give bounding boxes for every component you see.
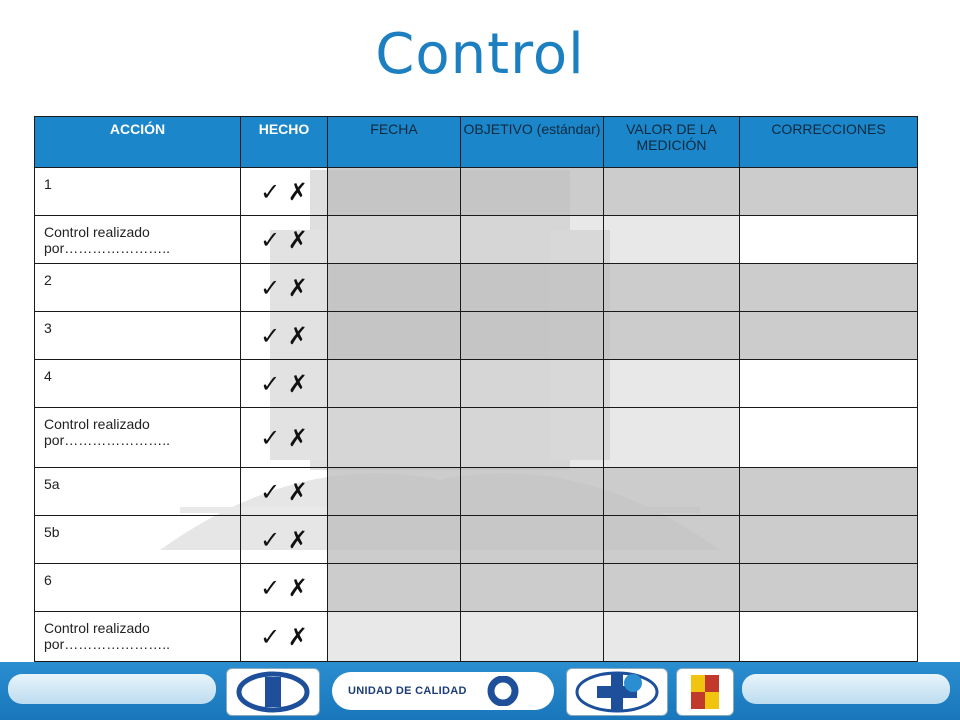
correcciones-cell[interactable] [740, 216, 918, 264]
objetivo-cell[interactable] [461, 468, 604, 516]
correcciones-cell[interactable] [740, 264, 918, 312]
row-action-label: 4 [35, 360, 241, 408]
done-checkmark-cross[interactable]: ✓ ✗ [241, 264, 328, 312]
row-action-label: 6 [35, 564, 241, 612]
valor-cell[interactable] [604, 312, 740, 360]
header-objetivo: OBJETIVO (estándar) [461, 117, 604, 168]
health-service-logo [566, 668, 668, 716]
footer-wave-left [8, 674, 216, 704]
unidad-calidad-logo [332, 672, 554, 710]
footer-wave-right [742, 674, 950, 704]
valor-cell[interactable] [604, 216, 740, 264]
header-fecha: FECHA [328, 117, 461, 168]
row-action-label: 5a [35, 468, 241, 516]
correcciones-cell[interactable] [740, 564, 918, 612]
row-action-label: Control realizado por………………….. [35, 216, 241, 264]
correcciones-cell[interactable] [740, 468, 918, 516]
done-checkmark-cross[interactable]: ✓ ✗ [241, 612, 328, 662]
done-checkmark-cross[interactable]: ✓ ✗ [241, 360, 328, 408]
footer-band [0, 662, 960, 720]
table-row [35, 564, 918, 612]
done-checkmark-cross[interactable]: ✓ ✗ [241, 468, 328, 516]
objetivo-cell[interactable] [461, 264, 604, 312]
unidad-calidad-label: UNIDAD DE CALIDAD [348, 685, 467, 697]
header-accion: ACCIÓN [35, 117, 241, 168]
valor-cell[interactable] [604, 564, 740, 612]
correcciones-cell[interactable] [740, 312, 918, 360]
objetivo-cell[interactable] [461, 216, 604, 264]
table-row [35, 516, 918, 564]
valor-cell[interactable] [604, 360, 740, 408]
institution-logo [226, 668, 320, 716]
row-action-label: 2 [35, 264, 241, 312]
fecha-cell[interactable] [328, 408, 461, 468]
table-row [35, 612, 918, 662]
fecha-cell[interactable] [328, 216, 461, 264]
row-action-label: 5b [35, 516, 241, 564]
valor-cell[interactable] [604, 408, 740, 468]
header-correcciones: CORRECCIONES [740, 117, 918, 168]
correcciones-cell[interactable] [740, 516, 918, 564]
fecha-cell[interactable] [328, 468, 461, 516]
fecha-cell[interactable] [328, 612, 461, 662]
objetivo-cell[interactable] [461, 360, 604, 408]
fecha-cell[interactable] [328, 360, 461, 408]
page-title: Control [375, 22, 585, 87]
valor-cell[interactable] [604, 168, 740, 216]
objetivo-cell[interactable] [461, 168, 604, 216]
done-checkmark-cross[interactable]: ✓ ✗ [241, 216, 328, 264]
valor-cell[interactable] [604, 516, 740, 564]
objetivo-cell[interactable] [461, 516, 604, 564]
objetivo-cell[interactable] [461, 564, 604, 612]
valor-cell[interactable] [604, 468, 740, 516]
coat-of-arms-logo [676, 668, 734, 716]
row-action-label: 3 [35, 312, 241, 360]
table-row [35, 468, 918, 516]
fecha-cell[interactable] [328, 516, 461, 564]
done-checkmark-cross[interactable]: ✓ ✗ [241, 408, 328, 468]
correcciones-cell[interactable] [740, 408, 918, 468]
objetivo-cell[interactable] [461, 612, 604, 662]
control-table [34, 116, 918, 662]
header-valor-medicion: VALOR DE LA MEDICIÓN [604, 117, 740, 168]
valor-cell[interactable] [604, 264, 740, 312]
correcciones-cell[interactable] [740, 168, 918, 216]
done-checkmark-cross[interactable]: ✓ ✗ [241, 312, 328, 360]
correcciones-cell[interactable] [740, 612, 918, 662]
fecha-cell[interactable] [328, 312, 461, 360]
fecha-cell[interactable] [328, 264, 461, 312]
objetivo-cell[interactable] [461, 312, 604, 360]
table-row [35, 264, 918, 312]
table-row [35, 216, 918, 264]
table-header-row [35, 117, 918, 168]
table-row [35, 312, 918, 360]
objetivo-cell[interactable] [461, 408, 604, 468]
table-row [35, 408, 918, 468]
row-action-label: Control realizado por………………….. [35, 408, 241, 468]
fecha-cell[interactable] [328, 564, 461, 612]
valor-cell[interactable] [604, 612, 740, 662]
done-checkmark-cross[interactable]: ✓ ✗ [241, 516, 328, 564]
fecha-cell[interactable] [328, 168, 461, 216]
table-row [35, 168, 918, 216]
row-action-label: 1 [35, 168, 241, 216]
done-checkmark-cross[interactable]: ✓ ✗ [241, 168, 328, 216]
row-action-label: Control realizado por………………….. [35, 612, 241, 662]
correcciones-cell[interactable] [740, 360, 918, 408]
header-hecho: HECHO [241, 117, 328, 168]
table-row [35, 360, 918, 408]
done-checkmark-cross[interactable]: ✓ ✗ [241, 564, 328, 612]
